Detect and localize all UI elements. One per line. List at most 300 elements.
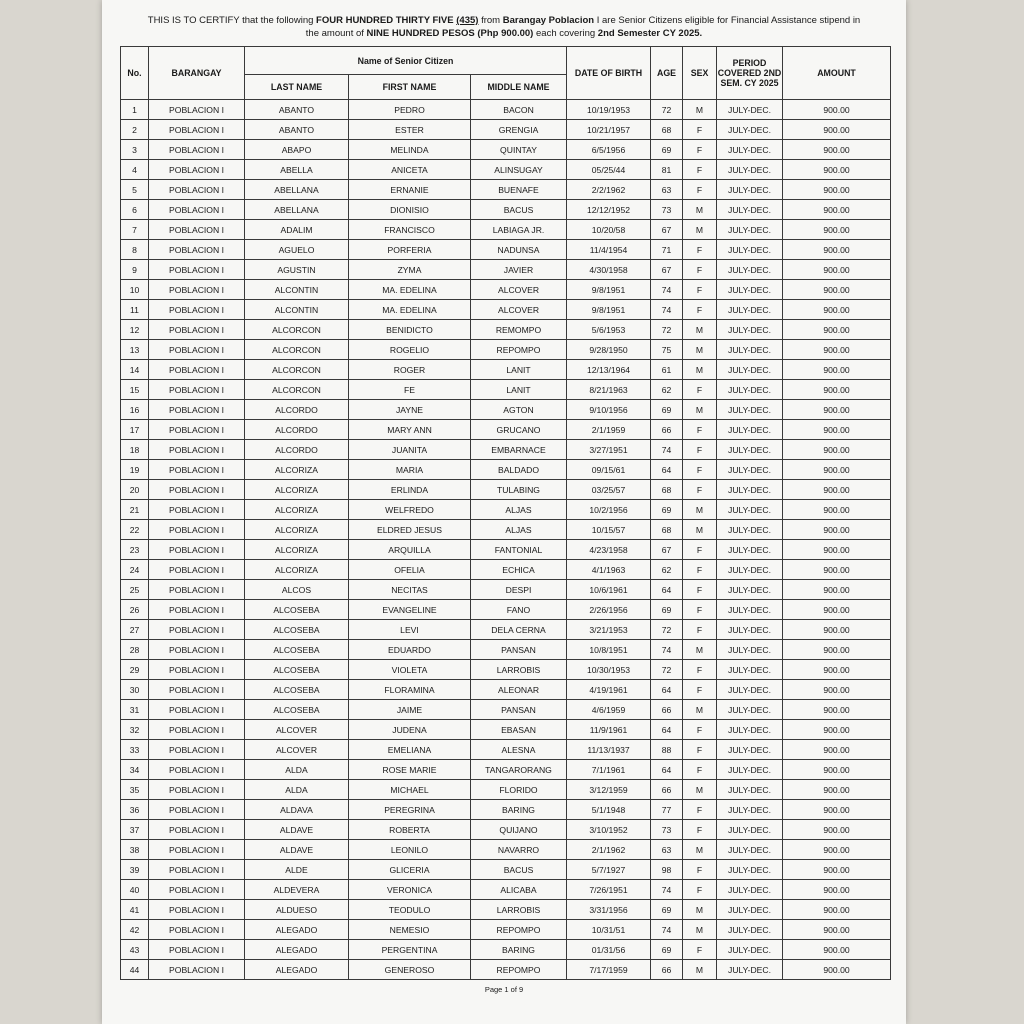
cell-amount: 900.00 [783,200,891,220]
cell-dob: 03/25/57 [567,480,651,500]
cell-first-name: VERONICA [349,880,471,900]
cell-age: 66 [651,780,683,800]
table-row [121,400,891,420]
cell-last-name: ADALIM [245,220,349,240]
table-body [121,100,891,980]
cell-dob: 10/31/51 [567,920,651,940]
cell-barangay: POBLACION I [149,960,245,980]
table-row [121,360,891,380]
cell-age: 74 [651,880,683,900]
cell-age: 63 [651,180,683,200]
table-row [121,820,891,840]
certification-line-2 [102,27,906,40]
cell-amount: 900.00 [783,220,891,240]
cell-amount: 900.00 [783,920,891,940]
cell-period: JULY-DEC. [717,900,783,920]
cell-dob: 4/1/1963 [567,560,651,580]
cell-first-name: DIONISIO [349,200,471,220]
cell-period: JULY-DEC. [717,320,783,340]
cell-dob: 4/6/1959 [567,700,651,720]
cell-barangay: POBLACION I [149,320,245,340]
cell-sex: F [683,880,717,900]
cell-period: JULY-DEC. [717,660,783,680]
cell-dob: 10/6/1961 [567,580,651,600]
cell-barangay: POBLACION I [149,880,245,900]
cell-age: 68 [651,120,683,140]
cell-dob: 11/9/1961 [567,720,651,740]
cell-sex: M [683,100,717,120]
cell-middle-name: FANO [471,600,567,620]
cell-first-name: ARQUILLA [349,540,471,560]
cell-barangay: POBLACION I [149,440,245,460]
cell-amount: 900.00 [783,840,891,860]
cell-middle-name: QUINTAY [471,140,567,160]
cell-middle-name: LANIT [471,380,567,400]
cell-amount: 900.00 [783,480,891,500]
cell-amount: 900.00 [783,180,891,200]
cell-first-name: JUDENA [349,720,471,740]
cell-barangay: POBLACION I [149,540,245,560]
cell-last-name: ABELLA [245,160,349,180]
cell-no: 12 [121,320,149,340]
cell-period: JULY-DEC. [717,800,783,820]
table-row [121,300,891,320]
cert-count-number: (435) [456,15,479,26]
cell-barangay: POBLACION I [149,360,245,380]
cell-age: 81 [651,160,683,180]
header-amount: AMOUNT [783,47,891,100]
cell-period: JULY-DEC. [717,580,783,600]
table-row [121,640,891,660]
header-barangay: BARANGAY [149,47,245,100]
cell-middle-name: LARROBIS [471,660,567,680]
table-row [121,260,891,280]
cell-age: 69 [651,600,683,620]
cell-amount: 900.00 [783,420,891,440]
cell-middle-name: GRUCANO [471,420,567,440]
cert-intro: THIS IS TO CERTIFY that the following [147,15,317,26]
cell-barangay: POBLACION I [149,260,245,280]
table-row [121,380,891,400]
cell-period: JULY-DEC. [717,520,783,540]
cell-first-name: PERGENTINA [349,940,471,960]
cell-age: 69 [651,400,683,420]
cell-first-name: FRANCISCO [349,220,471,240]
cell-first-name: GLICERIA [349,860,471,880]
cell-age: 73 [651,820,683,840]
cell-first-name: FLORAMINA [349,680,471,700]
cell-barangay: POBLACION I [149,860,245,880]
cell-age: 63 [651,840,683,860]
cell-period: JULY-DEC. [717,780,783,800]
cell-age: 69 [651,900,683,920]
cell-period: JULY-DEC. [717,720,783,740]
cell-age: 74 [651,440,683,460]
cell-last-name: ALCORIZA [245,500,349,520]
cell-period: JULY-DEC. [717,860,783,880]
document-page [102,0,906,1024]
cell-no: 17 [121,420,149,440]
cell-sex: F [683,120,717,140]
cell-amount: 900.00 [783,680,891,700]
cell-sex: F [683,560,717,580]
cell-amount: 900.00 [783,600,891,620]
cell-middle-name: ALESNA [471,740,567,760]
table-row [121,600,891,620]
cell-sex: F [683,160,717,180]
cell-barangay: POBLACION I [149,660,245,680]
cell-middle-name: EMBARNACE [471,440,567,460]
cell-no: 1 [121,100,149,120]
cell-age: 75 [651,340,683,360]
cell-no: 16 [121,400,149,420]
cell-amount: 900.00 [783,580,891,600]
cell-amount: 900.00 [783,300,891,320]
cell-sex: F [683,740,717,760]
cell-middle-name: ALCOVER [471,300,567,320]
cell-barangay: POBLACION I [149,200,245,220]
cell-dob: 7/26/1951 [567,880,651,900]
cell-barangay: POBLACION I [149,280,245,300]
cell-barangay: POBLACION I [149,400,245,420]
cell-amount: 900.00 [783,900,891,920]
cell-no: 44 [121,960,149,980]
cell-period: JULY-DEC. [717,300,783,320]
cell-last-name: ALDAVE [245,840,349,860]
cell-age: 61 [651,360,683,380]
header-age: AGE [651,47,683,100]
cell-amount: 900.00 [783,640,891,660]
cell-first-name: ERLINDA [349,480,471,500]
cell-period: JULY-DEC. [717,640,783,660]
cell-sex: F [683,720,717,740]
cell-period: JULY-DEC. [717,200,783,220]
cell-middle-name: REMOMPO [471,320,567,340]
cell-last-name: AGUELO [245,240,349,260]
cell-first-name: TEODULO [349,900,471,920]
cell-first-name: PORFERIA [349,240,471,260]
cell-amount: 900.00 [783,240,891,260]
cell-amount: 900.00 [783,160,891,180]
cert-amount: NINE HUNDRED PESOS (Php 900.00) [366,28,534,39]
cell-last-name: ALEGADO [245,960,349,980]
cell-dob: 7/17/1959 [567,960,651,980]
cell-sex: M [683,500,717,520]
cell-last-name: ALDA [245,780,349,800]
cell-age: 66 [651,700,683,720]
cell-dob: 5/7/1927 [567,860,651,880]
cell-dob: 4/23/1958 [567,540,651,560]
cell-age: 67 [651,260,683,280]
cell-no: 42 [121,920,149,940]
cell-no: 25 [121,580,149,600]
cell-amount: 900.00 [783,820,891,840]
cell-last-name: ALCOSEBA [245,600,349,620]
cell-first-name: WELFREDO [349,500,471,520]
cell-last-name: ALDA [245,760,349,780]
cell-no: 32 [121,720,149,740]
cell-last-name: ALCOVER [245,720,349,740]
cell-age: 88 [651,740,683,760]
cell-period: JULY-DEC. [717,820,783,840]
cell-dob: 11/4/1954 [567,240,651,260]
cell-middle-name: GRENGIA [471,120,567,140]
cell-first-name: ROGELIO [349,340,471,360]
cell-period: JULY-DEC. [717,840,783,860]
cell-last-name: ABAPO [245,140,349,160]
table-row [121,920,891,940]
cell-period: JULY-DEC. [717,460,783,480]
cell-period: JULY-DEC. [717,500,783,520]
cell-period: JULY-DEC. [717,560,783,580]
cell-last-name: ALCORDO [245,400,349,420]
cell-age: 74 [651,300,683,320]
cell-sex: M [683,360,717,380]
cell-sex: M [683,840,717,860]
cell-dob: 9/28/1950 [567,340,651,360]
cell-middle-name: TULABING [471,480,567,500]
cell-period: JULY-DEC. [717,960,783,980]
cell-last-name: ALCORCON [245,320,349,340]
table-row [121,200,891,220]
cell-sex: F [683,460,717,480]
cell-dob: 10/15/57 [567,520,651,540]
header-last-name: LAST NAME [245,75,349,100]
cell-age: 69 [651,500,683,520]
cell-no: 2 [121,120,149,140]
cell-dob: 2/2/1962 [567,180,651,200]
cell-dob: 11/13/1937 [567,740,651,760]
cell-sex: F [683,260,717,280]
cell-last-name: ABANTO [245,100,349,120]
table-row [121,540,891,560]
cell-no: 15 [121,380,149,400]
cert-line2-prefix: the amount of [305,28,367,39]
certification-line-1 [102,14,906,27]
cell-sex: M [683,320,717,340]
cell-no: 33 [121,740,149,760]
cell-age: 71 [651,240,683,260]
cell-no: 14 [121,360,149,380]
cell-last-name: ALCORIZA [245,460,349,480]
cell-dob: 4/19/1961 [567,680,651,700]
cell-middle-name: FLORIDO [471,780,567,800]
cell-no: 38 [121,840,149,860]
table-row [121,160,891,180]
cell-dob: 2/1/1959 [567,420,651,440]
cell-barangay: POBLACION I [149,900,245,920]
cell-age: 64 [651,680,683,700]
cell-dob: 6/5/1956 [567,140,651,160]
cell-barangay: POBLACION I [149,460,245,480]
cell-period: JULY-DEC. [717,240,783,260]
table-row [121,880,891,900]
table-row [121,420,891,440]
cell-period: JULY-DEC. [717,180,783,200]
cell-barangay: POBLACION I [149,520,245,540]
cell-first-name: EMELIANA [349,740,471,760]
table-row [121,660,891,680]
table-row [121,960,891,980]
cell-dob: 05/25/44 [567,160,651,180]
cell-first-name: MA. EDELINA [349,280,471,300]
cell-barangay: POBLACION I [149,220,245,240]
cell-no: 18 [121,440,149,460]
cell-period: JULY-DEC. [717,680,783,700]
cell-middle-name: ALJAS [471,500,567,520]
cert-mid: I are Senior Citizens eligible for Financial Assistance stipend in [594,15,861,26]
header-period: PERIOD COVERED 2ND SEM. CY 2025 [717,47,783,100]
cell-barangay: POBLACION I [149,420,245,440]
cell-dob: 3/21/1953 [567,620,651,640]
cell-middle-name: BARING [471,940,567,960]
cell-amount: 900.00 [783,280,891,300]
cell-barangay: POBLACION I [149,700,245,720]
cell-first-name: ELDRED JESUS [349,520,471,540]
cell-sex: F [683,540,717,560]
cell-last-name: ALEGADO [245,940,349,960]
cell-age: 69 [651,140,683,160]
cell-age: 68 [651,520,683,540]
cert-from: from [478,15,503,26]
cell-barangay: POBLACION I [149,940,245,960]
cell-age: 72 [651,660,683,680]
cell-age: 64 [651,760,683,780]
cell-age: 64 [651,720,683,740]
cell-middle-name: BACUS [471,200,567,220]
cell-no: 34 [121,760,149,780]
cell-middle-name: LANIT [471,360,567,380]
cell-barangay: POBLACION I [149,560,245,580]
cell-first-name: FE [349,380,471,400]
cell-barangay: POBLACION I [149,160,245,180]
cell-first-name: ESTER [349,120,471,140]
cell-barangay: POBLACION I [149,480,245,500]
cell-middle-name: REPOMPO [471,960,567,980]
cell-first-name: MICHAEL [349,780,471,800]
cell-last-name: ALCORCON [245,340,349,360]
cell-age: 74 [651,920,683,940]
cell-sex: F [683,820,717,840]
table-row [121,320,891,340]
cell-last-name: ALCOSEBA [245,680,349,700]
cell-first-name: ANICETA [349,160,471,180]
cell-no: 26 [121,600,149,620]
cell-middle-name: DESPI [471,580,567,600]
cell-sex: M [683,220,717,240]
cell-period: JULY-DEC. [717,380,783,400]
cell-age: 64 [651,580,683,600]
cell-barangay: POBLACION I [149,100,245,120]
cell-sex: F [683,280,717,300]
cell-dob: 3/10/1952 [567,820,651,840]
cell-last-name: AGUSTIN [245,260,349,280]
cell-amount: 900.00 [783,620,891,640]
cell-last-name: ALCORCON [245,360,349,380]
cell-sex: M [683,700,717,720]
cell-period: JULY-DEC. [717,140,783,160]
cell-first-name: BENIDICTO [349,320,471,340]
cell-no: 22 [121,520,149,540]
cell-sex: F [683,800,717,820]
cell-dob: 12/12/1952 [567,200,651,220]
cell-no: 13 [121,340,149,360]
cell-period: JULY-DEC. [717,620,783,640]
cell-amount: 900.00 [783,760,891,780]
cell-sex: M [683,200,717,220]
cell-no: 3 [121,140,149,160]
cell-barangay: POBLACION I [149,120,245,140]
cell-sex: F [683,600,717,620]
cell-dob: 2/1/1962 [567,840,651,860]
cell-no: 27 [121,620,149,640]
cell-barangay: POBLACION I [149,180,245,200]
cell-middle-name: ALICABA [471,880,567,900]
cell-amount: 900.00 [783,320,891,340]
cell-barangay: POBLACION I [149,140,245,160]
cell-period: JULY-DEC. [717,100,783,120]
cell-first-name: LEVI [349,620,471,640]
cell-last-name: ALDEVERA [245,880,349,900]
cell-first-name: ERNANIE [349,180,471,200]
table-row [121,900,891,920]
cell-first-name: MARIA [349,460,471,480]
cell-period: JULY-DEC. [717,940,783,960]
cell-last-name: ALCORIZA [245,540,349,560]
header-middle-name: MIDDLE NAME [471,75,567,100]
cell-age: 98 [651,860,683,880]
cell-barangay: POBLACION I [149,340,245,360]
cell-age: 74 [651,280,683,300]
cell-middle-name: NADUNSA [471,240,567,260]
cell-amount: 900.00 [783,960,891,980]
cell-amount: 900.00 [783,940,891,960]
cell-middle-name: REPOMPO [471,340,567,360]
cell-barangay: POBLACION I [149,820,245,840]
cell-amount: 900.00 [783,800,891,820]
table-row [121,800,891,820]
cell-amount: 900.00 [783,740,891,760]
cell-amount: 900.00 [783,860,891,880]
cell-first-name: LEONILO [349,840,471,860]
cell-barangay: POBLACION I [149,800,245,820]
cell-amount: 900.00 [783,560,891,580]
header-first-name: FIRST NAME [349,75,471,100]
table-row [121,940,891,960]
cell-no: 21 [121,500,149,520]
cell-no: 19 [121,460,149,480]
cell-barangay: POBLACION I [149,720,245,740]
cell-no: 24 [121,560,149,580]
cell-last-name: ALDAVA [245,800,349,820]
cell-first-name: ROSE MARIE [349,760,471,780]
cell-dob: 5/6/1953 [567,320,651,340]
cell-last-name: ALDAVE [245,820,349,840]
cell-first-name: ZYMA [349,260,471,280]
cell-last-name: ALCOVER [245,740,349,760]
cell-no: 7 [121,220,149,240]
cell-last-name: ALCOSEBA [245,640,349,660]
cell-last-name: ALCOSEBA [245,660,349,680]
cell-first-name: MA. EDELINA [349,300,471,320]
cell-middle-name: BALDADO [471,460,567,480]
cell-last-name: ALCORCON [245,380,349,400]
cell-last-name: ALCOSEBA [245,700,349,720]
cell-age: 74 [651,640,683,660]
cell-amount: 900.00 [783,120,891,140]
cell-amount: 900.00 [783,880,891,900]
cell-amount: 900.00 [783,520,891,540]
